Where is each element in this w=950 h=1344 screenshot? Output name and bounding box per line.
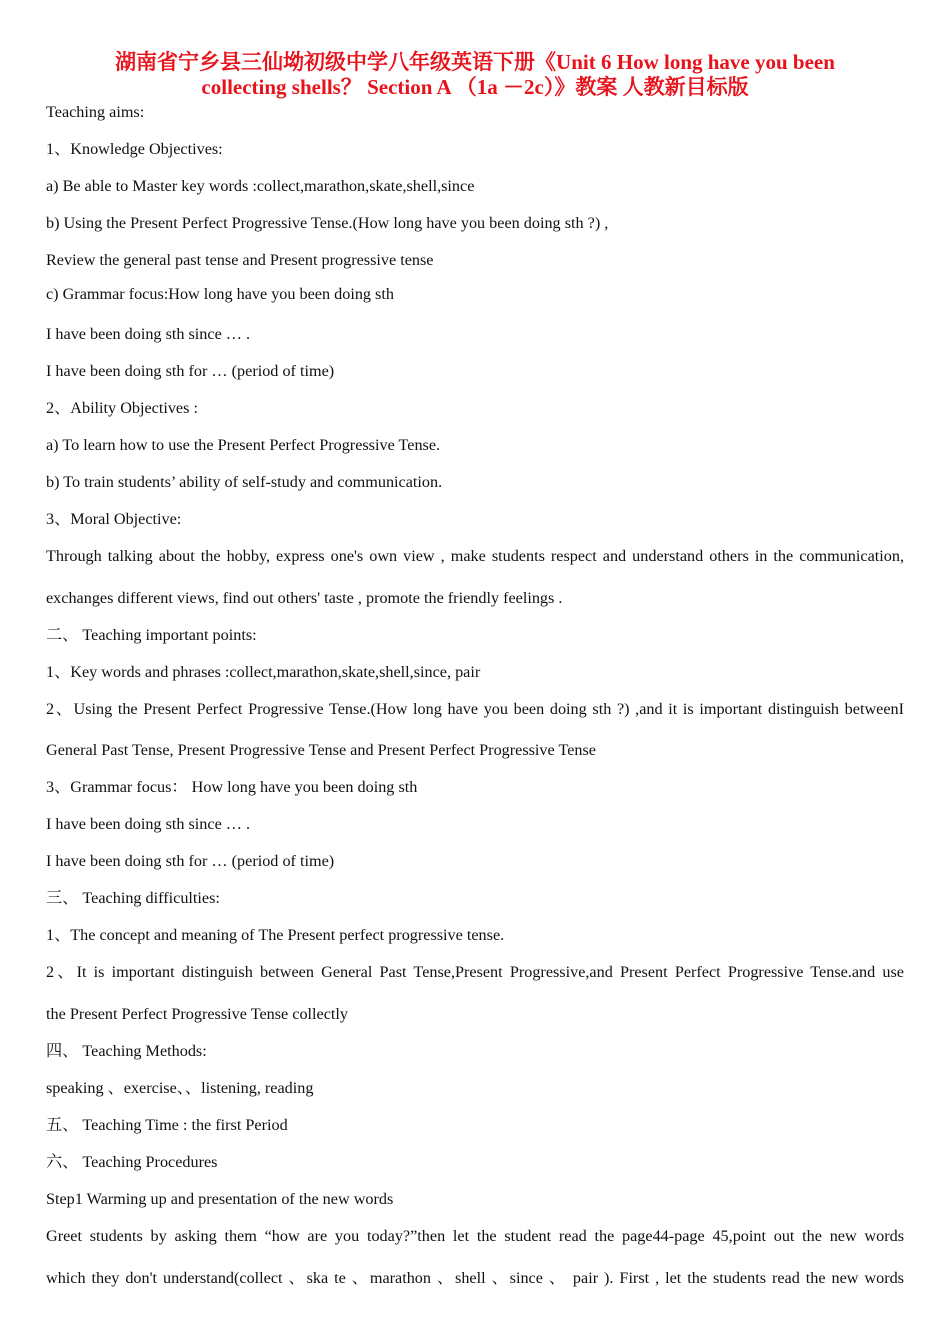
text-line: 五、 Teaching Time : the first Period: [46, 1116, 288, 1134]
text-line: 1、Knowledge Objectives:: [46, 140, 223, 158]
text-line: I have been doing sth for … (period of time): [46, 852, 335, 870]
text-line: 1、The concept and meaning of The Present perfect progressive tense.: [46, 926, 505, 944]
text-line: General Past Tense, Present Progressive Tense and Present Perfect Progressive Tense: [46, 741, 596, 759]
text-line: 2、Using the Present Perfect Progressive Tense.(How long have you been doing sth ?) ,and it is important distinguish betweenI: [46, 700, 904, 718]
text-line: which they don't understand(collect 、ska te 、marathon 、shell 、since 、 pair ). First , let the students read the new words: [46, 1269, 904, 1287]
text-line: I have been doing sth since … .: [46, 815, 251, 833]
text-line: a) To learn how to use the Present Perfect Progressive Tense.: [46, 436, 441, 454]
text-line: Greet students by asking them “how are you today?”then let the student read the page44-page 45,point out the new words: [46, 1227, 904, 1245]
text-line: b) Using the Present Perfect Progressive Tense.(How long have you been doing sth ?) ,: [46, 214, 609, 232]
text-line: c) Grammar focus:How long have you been doing sth: [46, 285, 394, 303]
document-title-line-2: collecting shells？ Section A （1a －2c）》教案 人教新目标版: [201, 75, 749, 99]
text-line: 二、 Teaching important points:: [46, 626, 257, 644]
text-line: 3、Moral Objective:: [46, 510, 182, 528]
text-line: I have been doing sth for … (period of time): [46, 362, 335, 380]
text-line: 四、 Teaching Methods:: [46, 1042, 207, 1060]
text-line: I have been doing sth since … .: [46, 325, 251, 343]
text-line: 2、It is important distinguish between General Past Tense,Present Progressive,and Present Perfect Progressive Tense.and use: [46, 963, 904, 981]
text-line: Through talking about the hobby, express one's own view , make students respect and understand others in the communication,: [46, 547, 904, 565]
text-line: exchanges different views, find out others' taste , promote the friendly feelings .: [46, 589, 563, 607]
text-line: Teaching aims:: [46, 103, 145, 121]
text-line: Step1 Warming up and presentation of the new words: [46, 1190, 394, 1208]
text-line: 三、 Teaching difficulties:: [46, 889, 220, 907]
text-line: speaking 、exercise、、listening, reading: [46, 1079, 314, 1097]
text-line: 2、Ability Objectives :: [46, 399, 198, 417]
text-line: a) Be able to Master key words :collect,marathon,skate,shell,since: [46, 177, 475, 195]
text-line: 3、Grammar focus： How long have you been doing sth: [46, 778, 418, 796]
text-line: Review the general past tense and Present progressive tense: [46, 251, 434, 269]
text-line: 六、 Teaching Procedures: [46, 1153, 218, 1171]
text-line: 1、Key words and phrases :collect,marathon,skate,shell,since, pair: [46, 663, 481, 681]
text-line: b) To train students’ ability of self-study and communication.: [46, 473, 443, 491]
text-line: the Present Perfect Progressive Tense collectly: [46, 1005, 348, 1023]
document-title-line-1: 湖南省宁乡县三仙坳初级中学八年级英语下册《Unit 6 How long have you been: [115, 50, 835, 74]
